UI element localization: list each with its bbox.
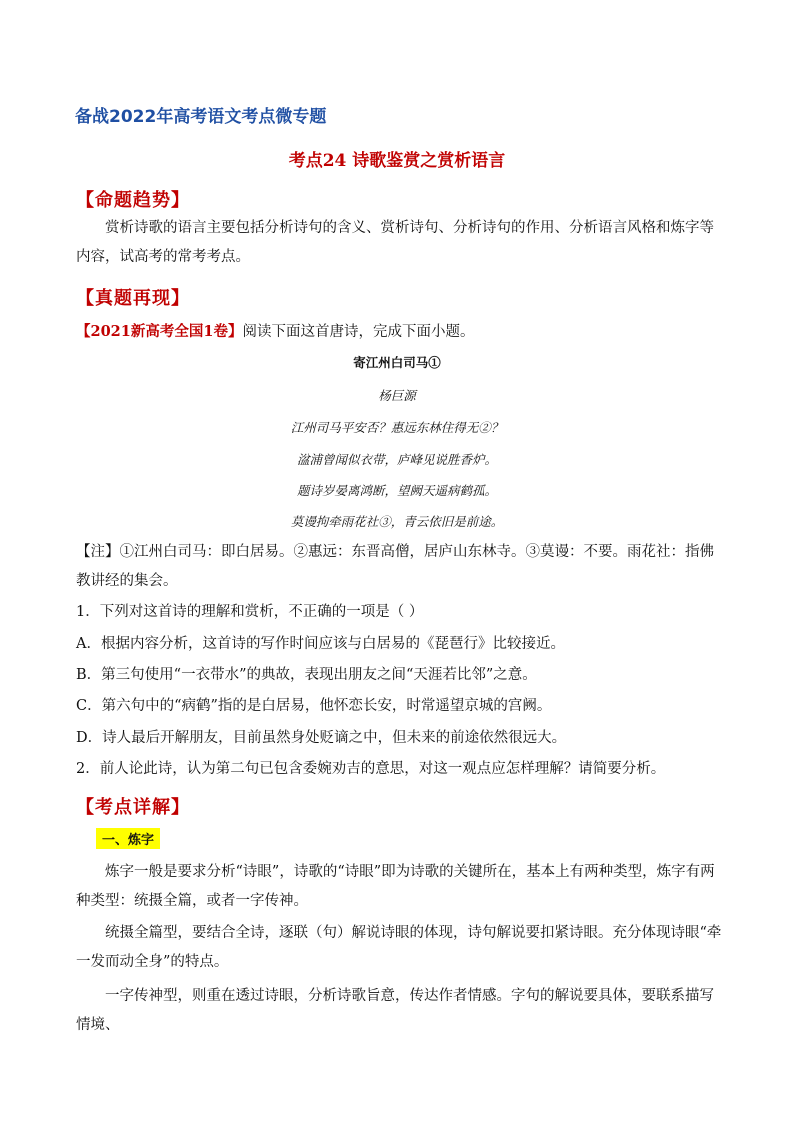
poem-author: 杨巨源 [378,388,416,403]
detail-paragraph-2: 统摄全篇型，要结合全诗，逐联（句）解说诗眼的体现，诗句解说要扣紧诗眼。充分体现诗眼“牵一发而动全身”的特点。 [76,925,722,970]
section-trend-heading: 【命题趋势】 [76,190,190,211]
option-d: D．诗人最后开解朋友，目前虽然身处贬谪之中，但未来的前途依然很远大。 [76,730,567,746]
question-1: 1．下列对这首诗的理解和赏析，不正确的一项是（ ） [76,604,424,620]
question-2: 2．前人论此诗，认为第二句已包含委婉劝吉的意思，对这一观点应怎样理解？请简要分析。 [76,761,666,777]
detail-paragraph-3: 一字传神型，则重在透过诗眼，分析诗歌旨意，传达作者情感。字句的解说要具体，要联系描写情境、 [76,988,714,1033]
section-real-heading: 【真题再现】 [76,288,190,309]
question-intro-text: 阅读下面这首唐诗，完成下面小题。 [242,324,475,340]
poem-title: 寄江州白司马① [353,355,441,370]
poem-line: 题诗岁晏离鸿断，望阙天遥病鹤孤。 [296,483,497,498]
poem-note: 【注】①江州白司马：即白居易。②惠远：东晋高僧，居庐山东林寺。③莫谩：不要。雨花社：指佛教讲经的集会。 [76,544,714,589]
poem-line: 江州司马平安否？惠远东林住得无②？ [290,420,504,435]
poem-line: 湓浦曾闻似衣带，庐峰见说胜香炉。 [296,452,497,467]
page-title: 考点24 诗歌鉴赏之赏析语言 [288,151,506,171]
option-c: C．第六句中的“病鹤”指的是白居易，他怀恋长安，时常遥望京城的宫阙。 [76,698,552,714]
trend-paragraph: 赏析诗歌的语言主要包括分析诗句的含义、赏析诗句、分析诗句的作用、分析语言风格和炼字等内容，试高考的常考考点。 [76,220,714,265]
section-detail-heading: 【考点详解】 [76,797,190,818]
poem-line: 莫谩拘牵雨花社③，青云依旧是前途。 [290,514,504,529]
option-b: B．第三句使用“一衣带水”的典故，表现出朋友之间“天涯若比邻”之意。 [76,667,537,683]
question-source: 【2021新高考全国1卷】 [76,323,243,340]
series-title: 备战2022年高考语文考点微专题 [75,107,327,127]
option-a: A．根据内容分析，这首诗的写作时间应该与白居易的《琵琶行》比较接近。 [76,636,565,652]
detail-paragraph-1: 炼字一般是要求分析“诗眼”，诗歌的“诗眼”即为诗歌的关键所在，基本上有两种类型，炼字有两种类型：统摄全篇，或者一字传神。 [76,864,715,909]
question-intro [76,322,736,342]
subsection-heading: 一、炼字 [96,828,160,849]
